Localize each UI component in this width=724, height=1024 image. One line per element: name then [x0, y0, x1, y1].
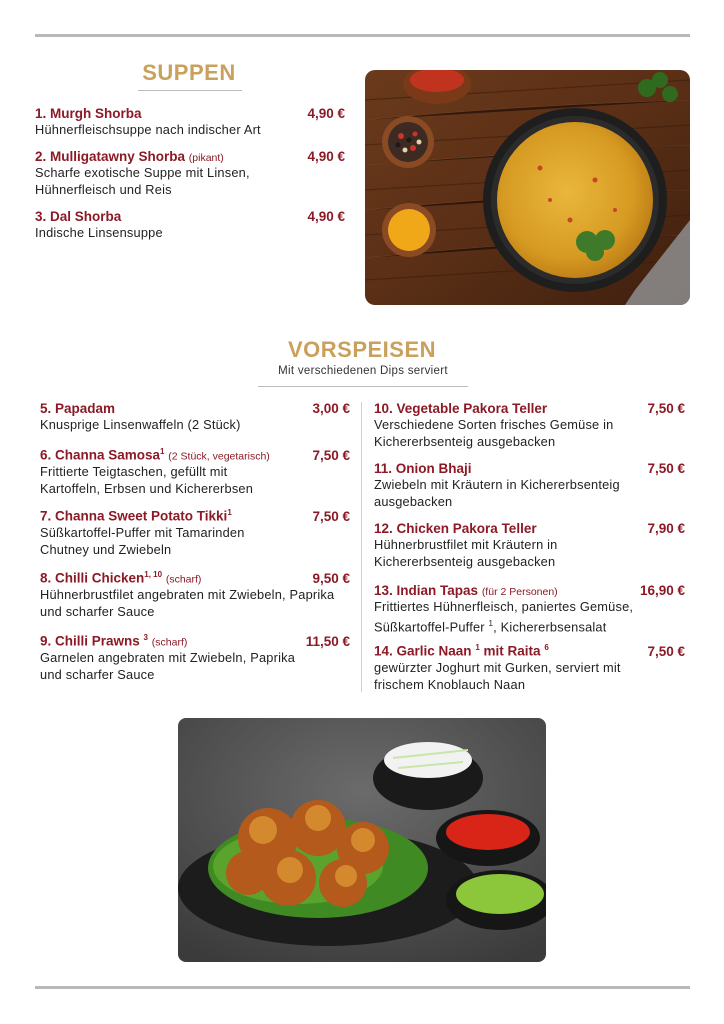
item-price: 4,90 €: [307, 209, 345, 224]
item-price: 3,00 €: [312, 401, 350, 416]
item-name: 11. Onion Bhaji: [374, 461, 472, 476]
item-footnote: 1: [475, 643, 480, 652]
item-description-line: Frittiertes Hühnerfleisch, paniertes Gemüse,: [374, 599, 634, 614]
menu-item: [374, 401, 685, 450]
item-description: Hühnerfleischsuppe nach indischer Art: [35, 122, 261, 137]
item-footnote: 1: [160, 447, 165, 456]
item-description: Verschiedene Sorten frisches Gemüse in Kichererbsenteig ausgebacken: [374, 417, 614, 449]
item-description: gewürzter Joghurt mit Gurken, serviert mit frischem Knoblauch Naan: [374, 659, 621, 692]
item-footnote: 6: [544, 643, 549, 652]
item-price: 16,90 €: [639, 583, 685, 598]
item-footnote: 1: [488, 619, 494, 628]
menu-item: [374, 643, 685, 693]
vorspeisen-subtitle: Mit verschiedenen Dips serviert: [278, 365, 448, 377]
vorspeisen-title: VORSPEISEN: [287, 337, 437, 362]
top-rule: [35, 34, 690, 37]
item-footnote: 1, 10: [144, 570, 163, 579]
item-description: Scharfe exotische Suppe mit Linsen, Hühnerfleisch und Reis: [35, 165, 250, 197]
item-name: 7. Channa Sweet Potato Tikki: [40, 508, 228, 524]
item-price: 4,90 €: [307, 149, 345, 164]
item-description: Hühnerbrustfilet mit Kräutern in Kichererbsenteig ausgebacken: [374, 537, 558, 569]
menu-item: [40, 401, 350, 433]
menu-item: [35, 149, 345, 198]
suppen-title-underline: [138, 90, 242, 91]
suppen-title: SUPPEN: [142, 60, 236, 85]
item-price: 7,50 €: [647, 461, 685, 476]
item-price: 9,50 €: [312, 570, 350, 586]
item-description: Knusprige Linsenwaffeln (2 Stück): [40, 417, 241, 432]
item-name: 1. Murgh Shorba: [35, 106, 142, 121]
menu-item: [40, 633, 350, 683]
item-description: Hühnerbrustfilet angebraten mit Zwiebeln, Paprika und scharfer Sauce: [40, 586, 335, 619]
item-footnote: 3: [143, 633, 148, 642]
item-note: (scharf): [151, 636, 188, 649]
item-note: (2 Stück, vegetarisch): [168, 450, 270, 463]
item-price: 7,90 €: [647, 521, 685, 536]
item-name-suffix: mit Raita: [479, 643, 541, 659]
item-description-part: , Kichererbsensalat: [493, 619, 607, 635]
item-description: Zwiebeln mit Kräutern in Kichererbsenteig ausgebacken: [374, 477, 620, 509]
item-note: (pikant): [188, 152, 224, 164]
menu-item: [40, 570, 350, 620]
item-name: 5. Papadam: [40, 401, 116, 416]
item-name: 13. Indian Tapas: [374, 583, 479, 598]
item-footnote: 1: [227, 508, 232, 517]
item-price: 7,50 €: [647, 401, 685, 416]
item-name: 9. Chilli Prawns: [40, 633, 140, 649]
item-price: 7,50 €: [312, 508, 350, 524]
menu-item: [40, 447, 350, 497]
item-name: 8. Chilli Chicken: [40, 570, 145, 586]
item-description: Frittierte Teigtaschen, gefüllt mit Kartoffeln, Erbsen und Kichererbsen: [40, 463, 254, 496]
item-price: 4,90 €: [307, 106, 345, 121]
item-price: 11,50 €: [305, 633, 350, 649]
menu-item: [35, 209, 345, 241]
menu-item: [374, 521, 685, 570]
item-name: 14. Garlic Naan: [374, 643, 472, 659]
soup-photo: [365, 70, 690, 305]
item-name: 10. Vegetable Pakora Teller: [374, 401, 548, 416]
item-note: (scharf): [165, 573, 202, 586]
item-description: Indische Linsensuppe: [35, 225, 163, 240]
menu-item: [35, 106, 345, 138]
bottom-rule: [35, 986, 690, 989]
item-name: 12. Chicken Pakora Teller: [374, 521, 537, 536]
item-description: Garnelen angebraten mit Zwiebeln, Paprika und scharfer Sauce: [40, 649, 296, 682]
item-note: (für 2 Personen): [481, 586, 558, 598]
item-name: 3. Dal Shorba: [35, 209, 122, 224]
menu-item: [374, 583, 685, 635]
item-name: 6. Channa Samosa: [40, 447, 161, 463]
pakora-photo: [178, 718, 546, 962]
vorspeisen-subtitle-underline: [258, 386, 468, 387]
item-description-part: Süßkartoffel-Puffer: [374, 619, 485, 635]
item-description: [374, 598, 685, 635]
column-divider: [361, 402, 362, 692]
menu-item: [374, 461, 685, 510]
item-description: Süßkartoffel-Puffer mit Tamarinden Chutney und Zwiebeln: [40, 524, 245, 557]
item-name: 2. Mulligatawny Shorba: [35, 149, 186, 164]
menu-item: [40, 508, 350, 558]
item-price: 7,50 €: [647, 643, 685, 659]
item-price: 7,50 €: [312, 447, 350, 463]
